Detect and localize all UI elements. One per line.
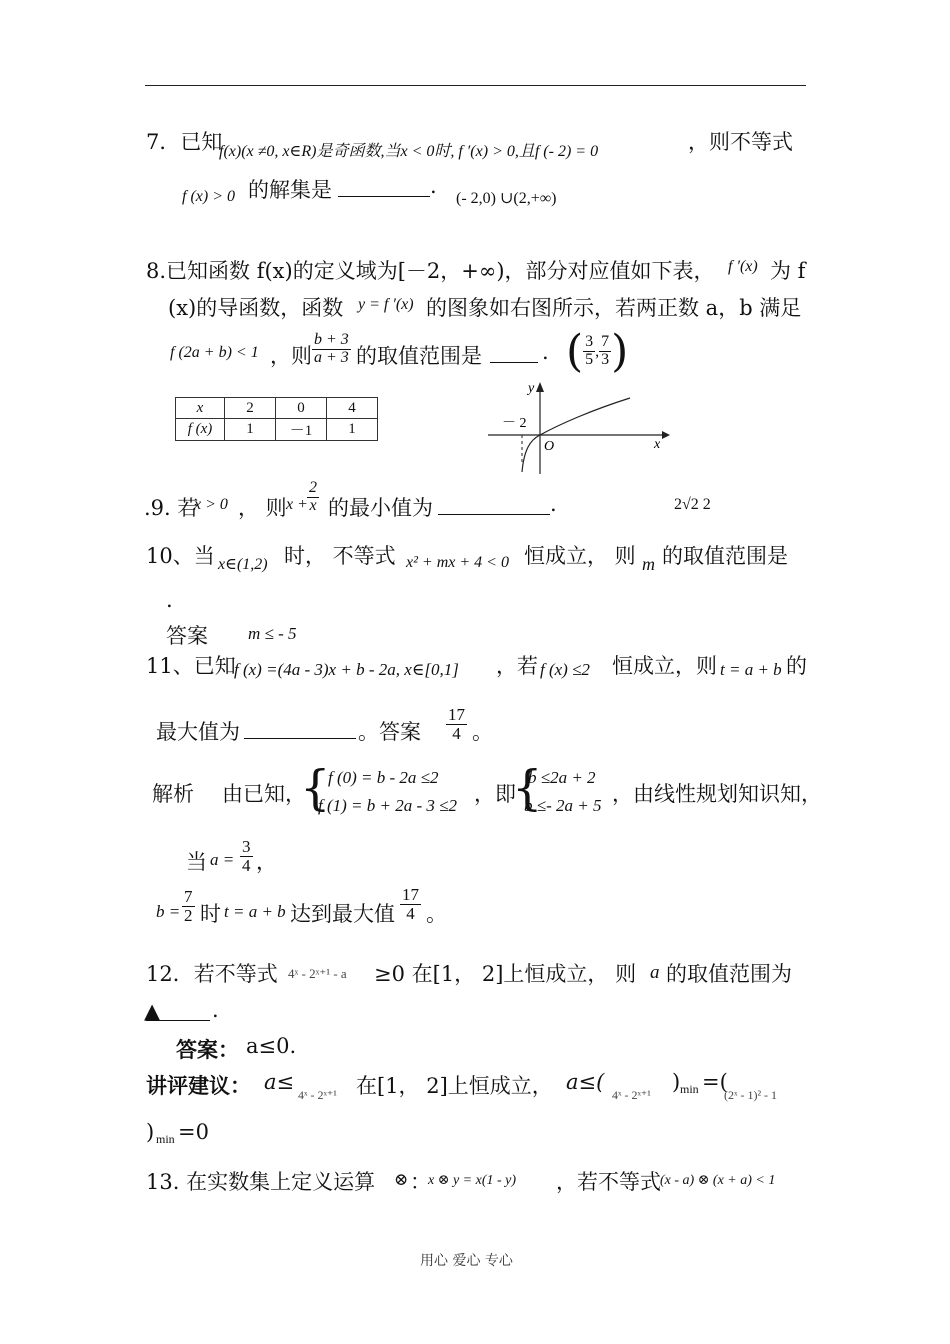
table-cell: 4 (327, 398, 378, 419)
q10-answer-label: 答案 (166, 624, 208, 648)
q8-value-table (175, 397, 378, 441)
q8-derivative-graph (482, 378, 672, 478)
q7-line2: 的解集是 (248, 178, 332, 202)
q10-answer: m ≤ - 5 (248, 624, 297, 643)
q10-inequality: x² + mx + 4 < 0 (406, 554, 509, 571)
q9-then: ， 则 (238, 496, 287, 520)
q9-blank (438, 514, 550, 515)
q8-ans-n2: 7 (601, 333, 610, 351)
q10-text1: 时， 不等式 (284, 544, 396, 568)
q11-solution-text2: ，即 (474, 782, 516, 806)
q8-line1: 8.已知函数 f(x)的定义域为[－2，+∞)，部分对应值如下表， (146, 259, 715, 283)
q7-label: 7．已知 (146, 130, 223, 154)
q12-comment-5: =( (702, 1070, 728, 1094)
q12-answer: a≤0. (246, 1034, 297, 1058)
q8-period: . (542, 340, 549, 364)
q11-when: 当 (186, 850, 207, 874)
q8-condition: f (2a + b) < 1 (170, 344, 259, 361)
table-cell: 0 (276, 398, 327, 419)
q13-inequality: (x - a) ⊗ (x + a) < 1 (660, 1173, 776, 1188)
q11-solution-label: 解析 (152, 782, 194, 806)
q13-definition: x ⊗ y = x(1 - y) (428, 1173, 517, 1188)
table-row (176, 419, 378, 441)
q8-ans-d1: 5 (585, 351, 594, 368)
q13-text2: ，若不等式 (556, 1170, 661, 1194)
table-cell: 2 (225, 398, 276, 419)
q11-a-eq: a = (210, 850, 235, 869)
q11-max-text: 达到最大值 (290, 902, 395, 926)
q13-label: 13. 在实数集上定义运算 (146, 1170, 376, 1194)
q9-period: . (550, 492, 557, 516)
table-cell: 1 (225, 419, 276, 441)
table-cell: f (x) (176, 419, 225, 441)
graph-y-label: y (528, 381, 535, 396)
q12-triangle: ▲ (144, 998, 161, 1023)
q12-expr: 4ˣ - 2ˣ⁺¹ - a (288, 966, 347, 981)
q11-max-frac (400, 886, 421, 923)
q11-label: 11、已知 (146, 654, 236, 678)
graph-origin-label: O (544, 439, 555, 454)
q11-solution-text1: 由已知， (222, 782, 306, 806)
q10-condition: x∈(1,2) (218, 556, 268, 573)
q12-comment-expr: 4ˣ - 2ˣ⁺¹ (298, 1088, 337, 1102)
q13-operator: ⊗ (394, 1170, 409, 1189)
q11-system1-line1: f (0) = b - 2a ≤2 (328, 768, 439, 787)
q8-line2b: 的图象如右图所示，若两正数 a，b 满足 (426, 296, 802, 320)
q11-brace-2: { (512, 760, 543, 816)
q12-a: a (650, 962, 660, 983)
q7-blank (338, 196, 430, 197)
q12-text1: ≥0 在[1， 2]上恒成立， 则 (374, 962, 637, 986)
q7-dot: . (430, 174, 437, 198)
q11-b-den: 2 (184, 905, 193, 925)
graph-x-label: x (654, 437, 661, 452)
q11-solution-text3: ，由线性规划知识知， (612, 782, 822, 806)
q10-text2: 恒成立， 则 (524, 544, 636, 568)
q8-line2a: (x)的导函数，函数 (168, 296, 344, 320)
q7-condition: f(x)(x ≠0, x∈R)是奇函数,当x < 0时, f ′(x) > 0,且f (- 2) = 0 (219, 143, 599, 160)
q12-text2: 的取值范围为 (666, 962, 792, 986)
q11-a-den: 4 (242, 855, 251, 875)
q11-text3: 的 (786, 654, 807, 678)
q8-frac-num: b + 3 (314, 331, 349, 348)
q12-comment-4: ) (672, 1070, 681, 1094)
q12-period: . (212, 998, 219, 1022)
q7-answer: (- 2,0) ∪(2,+∞) (456, 190, 557, 207)
table-cell: －1 (276, 419, 327, 441)
q8-then: ，则 (270, 344, 312, 368)
q12-comment-2: 在[1， 2]上恒成立， (356, 1074, 553, 1098)
q11-answer (446, 706, 467, 743)
q8-line1b: 为 f (770, 259, 806, 283)
q8-fprime: f ′(x) (728, 258, 758, 275)
q8-ans-n1: 3 (585, 333, 594, 351)
q11-end: 。 (472, 720, 493, 744)
q12-comment-7: =0 (178, 1120, 209, 1144)
q12-comment-min2: min (156, 1132, 175, 1146)
q11-b-eq: b = (156, 902, 181, 921)
q8-blank (490, 362, 538, 363)
y-axis-arrow (536, 382, 544, 392)
q11-system1-line2: f (1) = b + 2a - 3 ≤2 (318, 796, 457, 815)
q11-ans-num: 17 (448, 705, 465, 724)
q11-condition: f (x) ≤2 (540, 660, 590, 679)
q10-m: m (642, 554, 655, 574)
q10-label: 10、当 (146, 544, 215, 568)
graph-minus2-label: － 2 (502, 416, 527, 431)
q11-line2: 最大值为 (156, 720, 240, 744)
q11-end2: 。 (426, 902, 447, 926)
q12-comment-6: ) (146, 1120, 155, 1144)
q11-ans-den: 4 (452, 723, 461, 743)
q11-when2: 时 (200, 902, 221, 926)
q11-text2: 恒成立，则 (612, 654, 717, 678)
q12-blank (146, 1020, 210, 1021)
q12-comment-1: a≤ (264, 1070, 295, 1094)
q12-comment-label: 讲评建议： (146, 1073, 251, 1098)
q9-frac-num: 2 (309, 479, 317, 496)
q11-t-eq: t = a + b (224, 902, 286, 921)
q9-fraction (307, 480, 319, 515)
q12-answer-label: 答案： (176, 1037, 239, 1062)
q8-answer: ( $\frac{3}{5}$ , $\frac{7}{3}$ ) (566, 326, 629, 377)
q12-comment-expr2: 4ˣ - 2ˣ⁺¹ (612, 1088, 651, 1102)
q11-a-num: 3 (242, 837, 251, 856)
q12-comment-expr3: (2ˣ - 1)² - 1 (724, 1088, 778, 1102)
q11-max-num: 17 (402, 885, 419, 904)
table-cell: x (176, 398, 225, 419)
table-row (176, 398, 378, 419)
q12-label: 12．若不等式 (146, 962, 278, 986)
q10-text3: 的取值范围是 (662, 544, 788, 568)
q11-answer-label: 。答案 (358, 720, 421, 744)
q11-t: t = a + b (720, 660, 782, 679)
q8-fraction (312, 332, 351, 367)
q9-label: .9. 若 (144, 496, 199, 520)
q12-comment-3: a≤( (566, 1070, 605, 1094)
q11-a-frac (240, 838, 253, 875)
q11-brace-1: { (300, 760, 331, 816)
q11-b-num: 7 (184, 887, 193, 906)
q9-condition: x > 0 (194, 496, 228, 513)
q8-yfx: y = f ′(x) (358, 296, 414, 313)
q9-frac-den: x (309, 496, 317, 514)
q8-range-text: 的取值范围是 (356, 344, 482, 368)
q7-inequality: f (x) > 0 (182, 188, 235, 205)
x-axis-arrow (662, 431, 670, 439)
q11-comma: ， (256, 850, 277, 874)
q11-function: f (x) =(4a - 3)x + b - 2a, x∈[0,1] (234, 660, 459, 679)
q11-text1: ，若 (496, 654, 538, 678)
q8-ans-d2: 3 (601, 351, 610, 368)
q11-b-frac (182, 888, 195, 925)
q11-system2-line1: b ≤2a + 2 (528, 768, 596, 787)
q13-text1: ： (410, 1170, 431, 1194)
table-cell: 1 (327, 419, 378, 441)
q11-blank (244, 738, 356, 739)
q9-answer: 2√2 2 (674, 496, 711, 513)
q11-max-den: 4 (406, 903, 415, 923)
q10-dot: . (166, 588, 173, 612)
q9-tail: 的最小值为 (328, 496, 433, 520)
q9-expr: x + (286, 496, 308, 513)
q8-frac-den: a + 3 (314, 348, 349, 366)
header-rule (145, 85, 806, 86)
q12-comment-min: min (680, 1082, 699, 1096)
page-footer: 用心 爱心 专心 (420, 1253, 513, 1269)
q11-system2-line2: b ≤- 2a + 5 (524, 796, 602, 815)
q7-tail: ，则不等式 (688, 130, 793, 154)
